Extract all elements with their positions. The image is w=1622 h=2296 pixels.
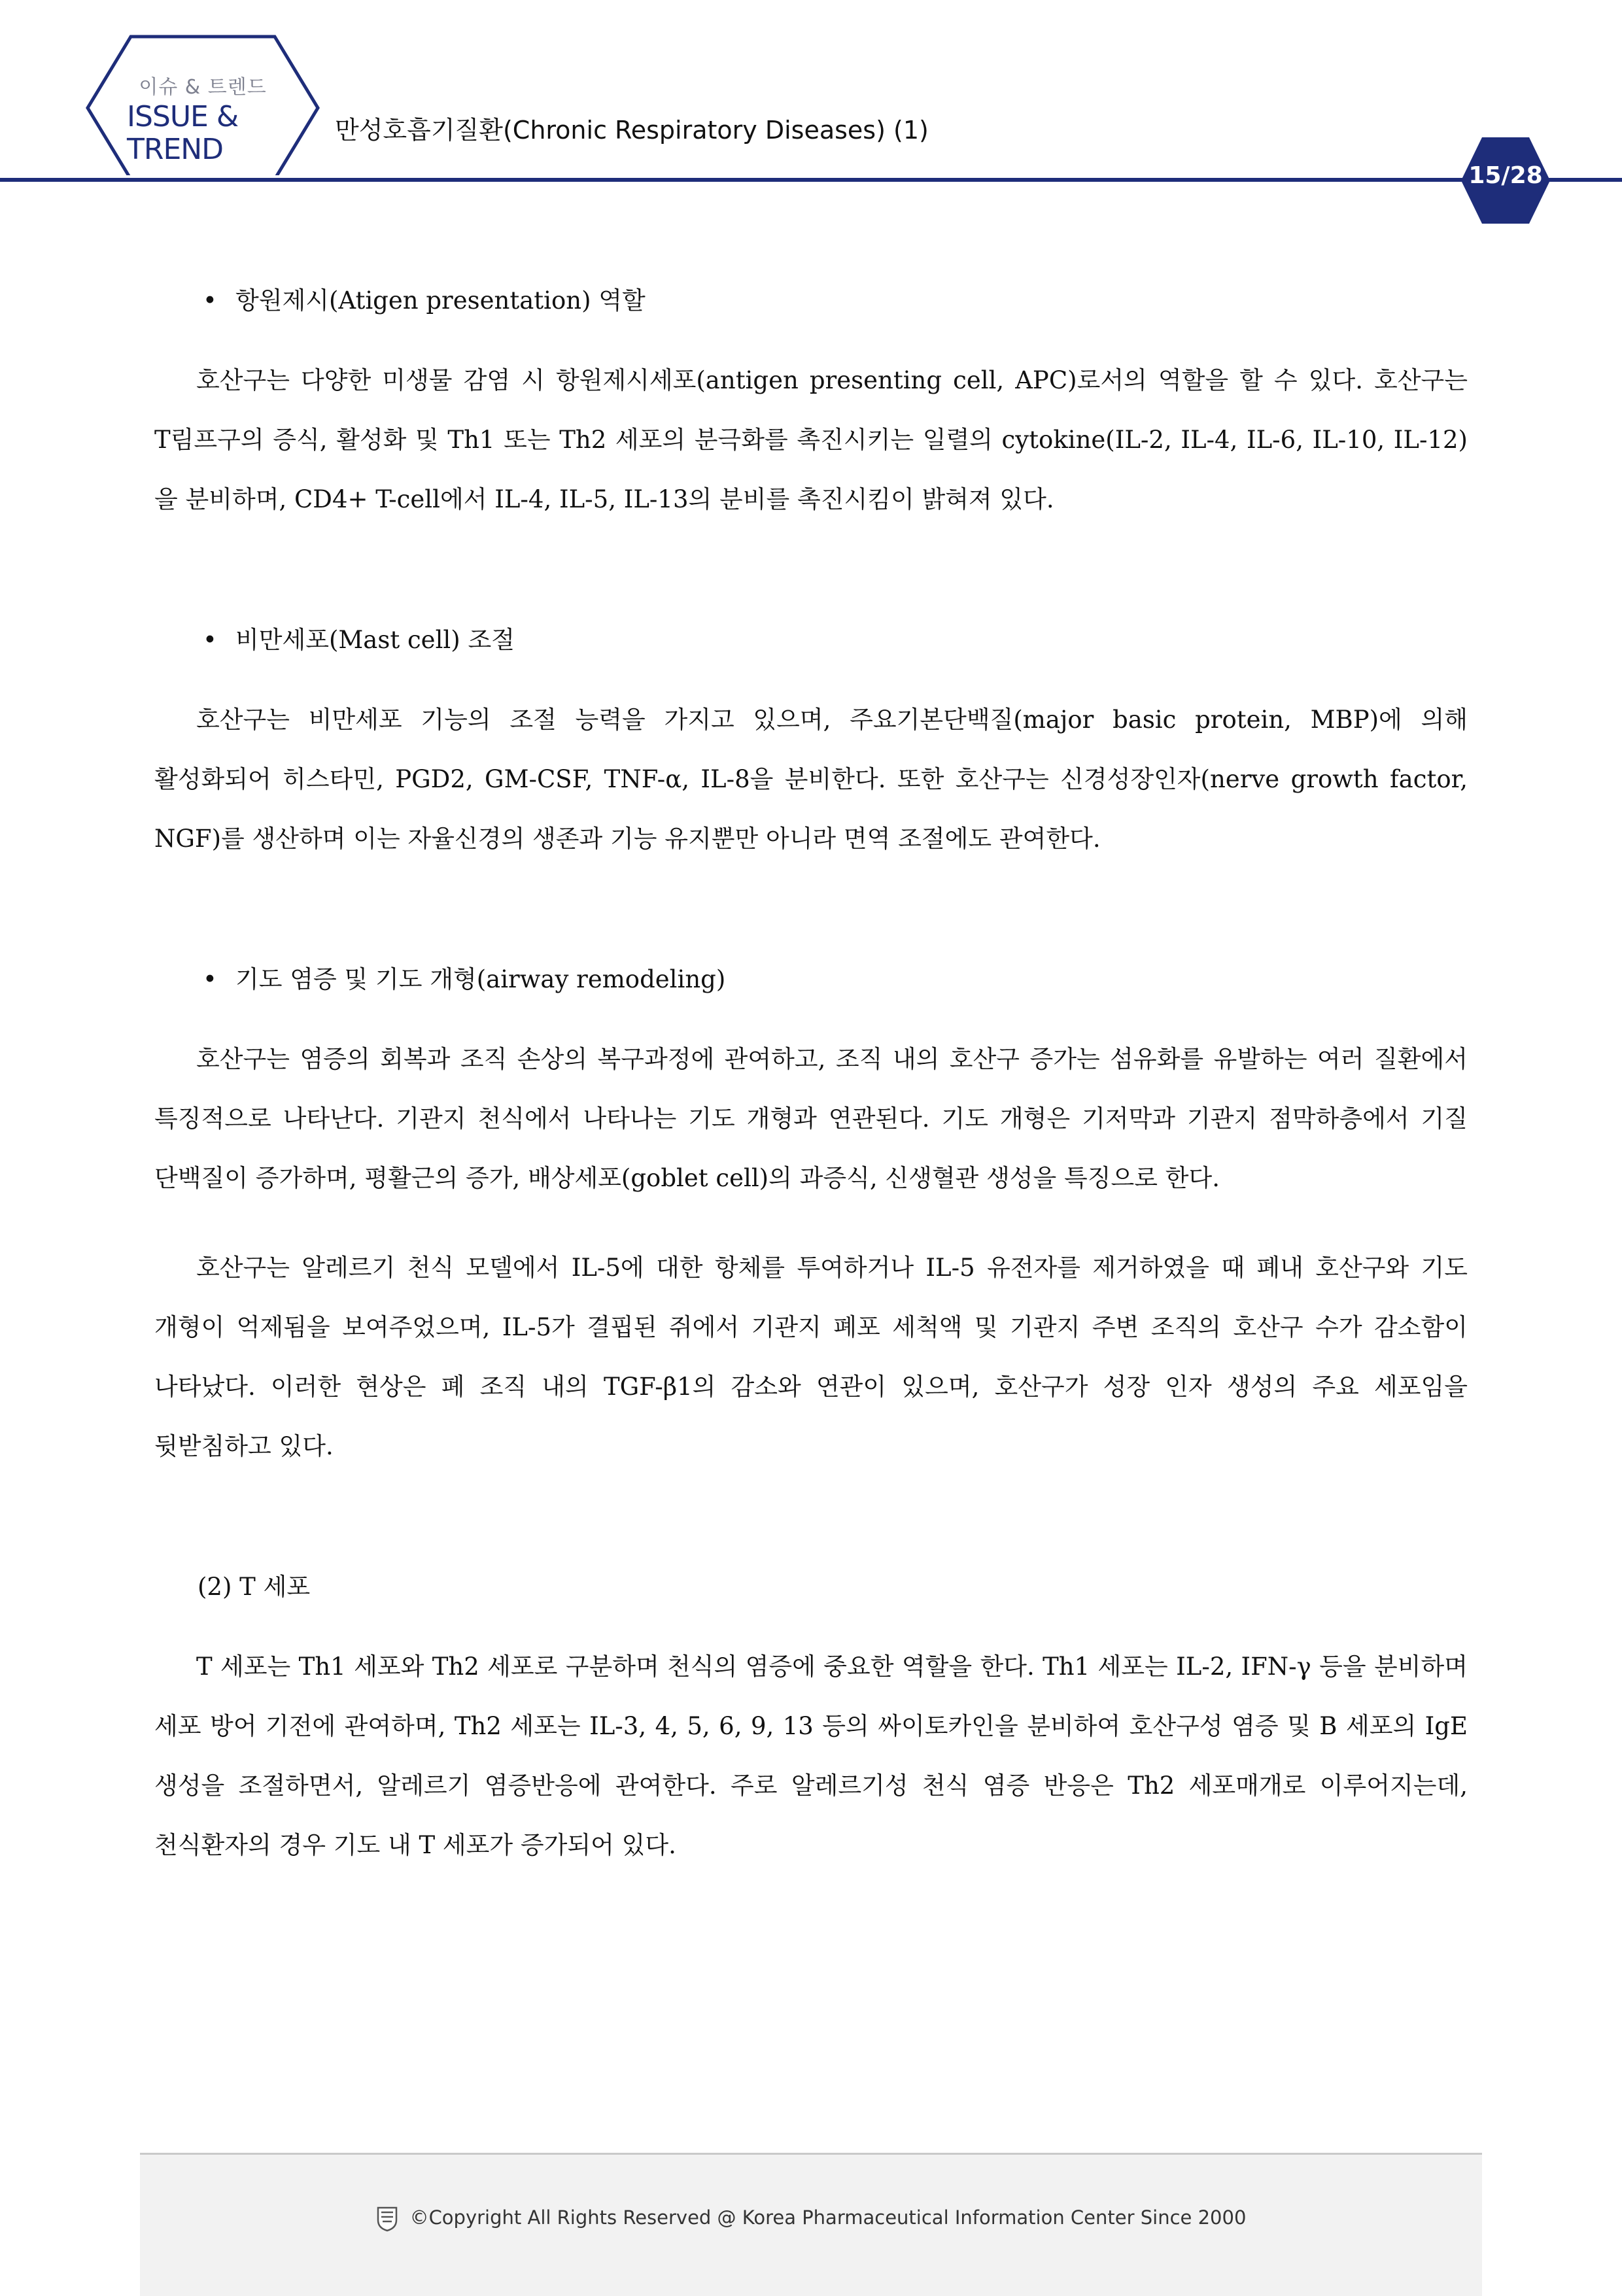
paragraph: 호산구는 염증의 회복과 조직 손상의 복구과정에 관여하고, 조직 내의 호산구 증가는 섬유화를 유발하는 여러 질환에서 특징적으로 나타난다. 기관지 천식에서 나타나는 기도 개형과 연관된다. 기도 개형은 기저막과 기관지 점막하층에서 기질 단백질이 증가하며, 평활근의 증가, 배상세포(goblet cell)의 과증식, 신생혈관 생성을 특징으로 한다. — [154, 1045, 1468, 1192]
paragraph: 호산구는 다양한 미생물 감염 시 항원제시세포(antigen presenting cell, APC)로서의 역할을 할 수 있다. 호산구는 T림프구의 증식, 활성화 및 Th1 또는 Th2 세포의 분극화를 촉진시키는 일렬의 cytokine(IL-2, IL-4, IL-6, IL-10, IL-12)을 분비하며, CD4+ T-cell에서 IL-4, IL-5, IL-13의 분비를 촉진시킴이 밝혀져 있다. — [154, 366, 1468, 513]
paragraph: 호산구는 알레르기 천식 모델에서 IL-5에 대한 항체를 투여하거나 IL-5 유전자를 제거하였을 때 폐내 호산구와 기도 개형이 억제됨을 보여주었으며, IL-5가 결핍된 쥐에서 기관지 폐포 세척액 및 기관지 주변 조직의 호산구 수가 감소함이 나타났다. 이러한 현상은 폐 조직 내의 TGF-β1의 감소와 연관이 있으며, 호산구가 성장 인자 생성의 주요 세포임을 뒷받침하고 있다. — [154, 1254, 1468, 1460]
badge-title-line2: TREND — [127, 133, 224, 166]
bullet-icon: • — [203, 286, 217, 315]
page-number: 15/28 — [1468, 162, 1543, 189]
section-heading-text: 기도 염증 및 기도 개형(airway remodeling) — [235, 965, 726, 993]
footer-copyright-row — [140, 2206, 1482, 2232]
paragraph: T 세포는 Th1 세포와 Th2 세포로 구분하며 천식의 염증에 중요한 역할을 한다. Th1 세포는 IL-2, IFN-γ 등을 분비하며 세포 방어 기전에 관여하며, Th2 세포는 IL-3, 4, 5, 6, 9, 13 등의 싸이토카인을 분비하여 호산구성 염증 및 B 세포의 IgE 생성을 조절하면서, 알레르기 염증반응에 관여한다. 주로 알레르기성 천식 염증 반응은 Th2 세포매개로 이루어지는데, 천식환자의 경우 기도 내 T 세포가 증가되어 있다. — [154, 1653, 1468, 1859]
badge-title-line1: ISSUE & — [127, 100, 239, 133]
section-heading-text: 항원제시(Atigen presentation) 역할 — [235, 286, 646, 315]
kpic-logo-icon — [376, 2206, 398, 2232]
issue-trend-badge — [85, 34, 320, 182]
page-number-badge — [1458, 133, 1553, 228]
badge-subtitle: 이슈 & 트렌드 — [139, 76, 267, 99]
page-header — [0, 0, 1622, 196]
badge-title — [127, 101, 238, 166]
section-heading-text: 비만세포(Mast cell) 조절 — [235, 626, 515, 654]
section-heading — [154, 621, 1468, 660]
header-divider — [0, 178, 1622, 182]
paragraph: 호산구는 비만세포 기능의 조절 능력을 가지고 있으며, 주요기본단백질(major basic protein, MBP)에 의해 활성화되어 히스타민, PGD2, GM-CSF, TNF-α, IL-8을 분비한다. 또한 호산구는 신경성장인자(nerve growth factor, NGF)를 생산하며 이는 자율신경의 생존과 기능 유지뿐만 아니라 면역 조절에도 관여한다. — [154, 706, 1468, 853]
copyright-text: ©Copyright All Rights Reserved @ Korea Pharmaceutical Information Center Since 2000 — [409, 2206, 1247, 2229]
section-heading — [154, 960, 1468, 999]
page-footer — [140, 2153, 1482, 2296]
bullet-icon: • — [203, 965, 217, 993]
document-title: 만성호흡기질환(Chronic Respiratory Diseases) (1) — [335, 116, 929, 145]
section-heading — [154, 281, 1468, 320]
subsection-heading: (2) T 세포 — [198, 1573, 311, 1601]
document-body — [154, 281, 1468, 1875]
bullet-icon: • — [203, 626, 217, 654]
